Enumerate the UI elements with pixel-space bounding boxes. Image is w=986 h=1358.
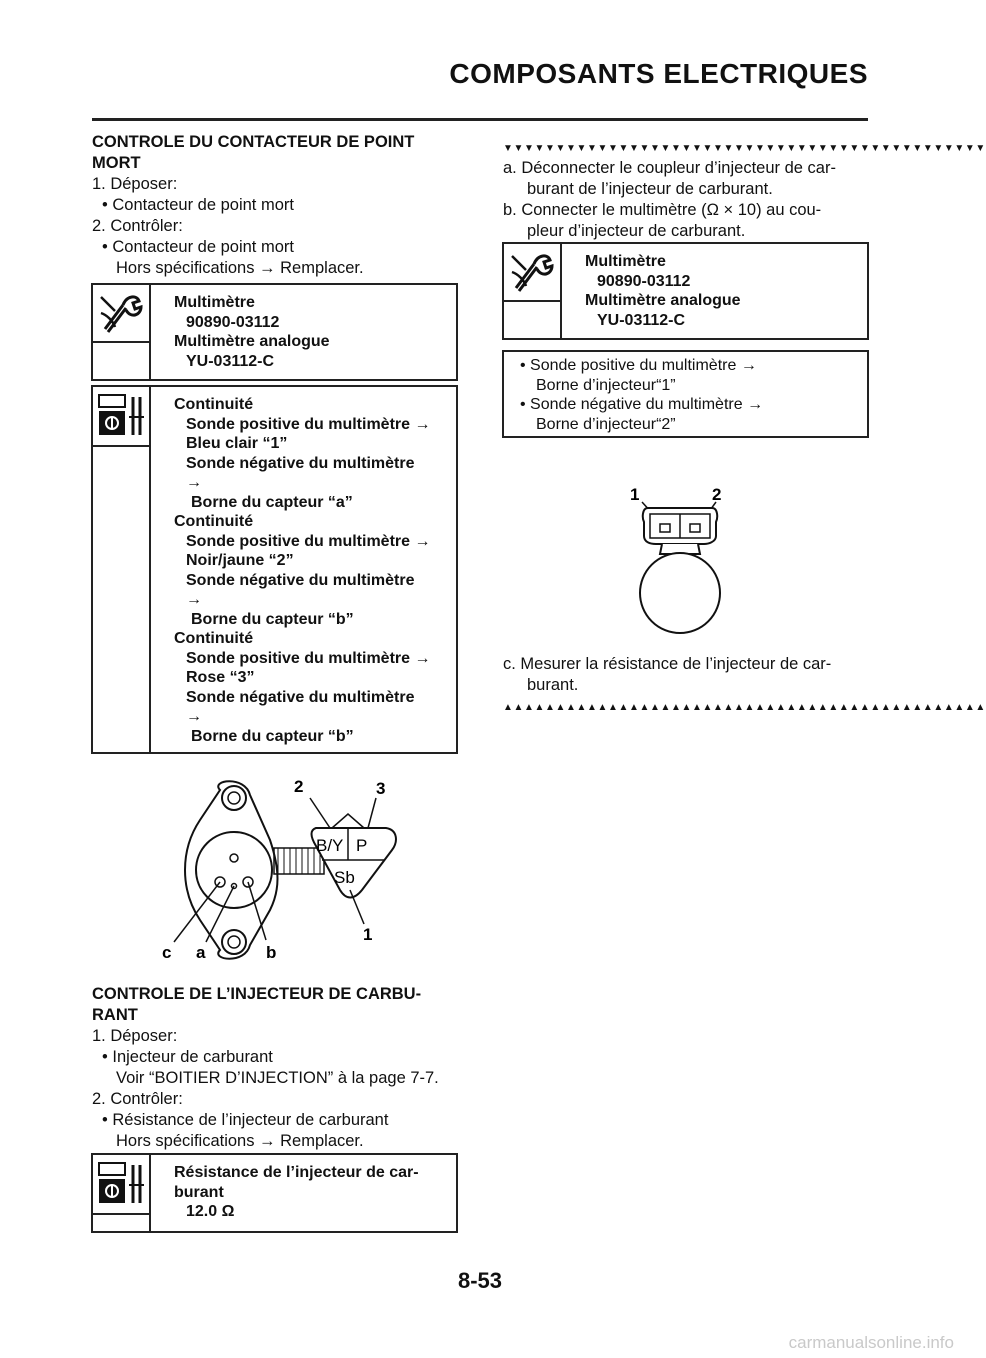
s1-step2-bullet: • Contacteur de point mort: [102, 238, 294, 256]
s1-step1: 1. Déposer:: [92, 175, 178, 193]
wire-label-p: P: [356, 836, 368, 855]
tool-icon-cell-2: [504, 244, 562, 302]
tool2-l2: 90890-03112: [597, 272, 691, 290]
section2-title-line2: RANT: [92, 1006, 138, 1024]
probe-box: [502, 350, 869, 438]
tool1-l2: 90890-03112: [186, 313, 280, 331]
s1-step2: 2. Contrôler:: [92, 217, 183, 235]
s2-step1-bullet: • Injecteur de carburant: [102, 1048, 273, 1066]
cont-a3: Bleu clair “1”: [186, 435, 288, 452]
s2-step2-spec: Hors spécifications → Remplacer.: [116, 1132, 364, 1150]
multimeter-tool-icon: [93, 285, 149, 341]
resistance-box-text: [174, 1163, 419, 1222]
tool-box-2-text: [585, 252, 741, 330]
tool1-l4: YU-03112-C: [186, 352, 275, 370]
res-l1: Résistance de l’injecteur de car-: [174, 1164, 419, 1181]
callout-3: 3: [376, 779, 386, 798]
cont-b6: Borne du capteur “b”: [191, 610, 354, 628]
step-c: [503, 654, 871, 696]
page-number: 8-53: [457, 1268, 503, 1293]
tool1-l3: Multimètre analogue: [174, 333, 330, 350]
continuity-box-divider: [149, 445, 151, 752]
res-icon-cell: [93, 1155, 151, 1215]
step-a-line2: burant de l’injecteur de carburant.: [527, 180, 773, 198]
ohmmeter-spec-icon: [93, 1155, 149, 1213]
callout-1: 1: [363, 925, 373, 944]
cont-c6: Borne du capteur “b”: [191, 727, 354, 745]
section1-title-line2: MORT: [92, 154, 141, 172]
cont-b2: Sonde positive du multimètre →: [186, 532, 431, 550]
cont-b1: Continuité: [174, 513, 254, 530]
tool2-l4: YU-03112-C: [597, 311, 686, 329]
cont-b5: →: [186, 591, 202, 608]
step-c-line1: c. Mesurer la résistance de l’injecteur de car-: [503, 655, 832, 673]
cont-a6: Borne du capteur “a”: [191, 493, 353, 511]
callout-b: b: [266, 943, 277, 962]
s1-step1-bullet: • Contacteur de point mort: [102, 196, 294, 214]
tool-box-1-text: [174, 293, 330, 371]
cont-c3: Rose “3”: [186, 669, 255, 686]
callout-c: c: [162, 943, 172, 962]
tool-icon-cell: [93, 285, 151, 343]
tool2-l1: Multimètre: [585, 253, 666, 270]
injector-figure: [620, 478, 740, 638]
res-l3: 12.0 Ω: [186, 1203, 235, 1220]
left-column: [92, 132, 462, 279]
wire-label-by: B/Y: [316, 836, 344, 855]
ohmmeter-spec-icon: [93, 387, 149, 445]
right-column: [503, 158, 871, 242]
tool1-l1: Multimètre: [174, 294, 255, 311]
page-header-title: COMPOSANTS ELECTRIQUES: [449, 58, 868, 89]
tool-box-1-divider: [149, 341, 151, 379]
step-c-line2: burant.: [527, 676, 579, 694]
cont-c1: Continuité: [174, 630, 254, 647]
s2-step1: 1. Déposer:: [92, 1027, 178, 1045]
section2-title-line1: CONTROLE DE L’INJECTEUR DE CARBU-: [92, 985, 422, 1003]
continuity-box: [91, 385, 458, 754]
s2-step1-ref: Voir “BOITIER D’INJECTION” à la page 7-7.: [116, 1069, 439, 1087]
tool2-l3: Multimètre analogue: [585, 292, 741, 309]
callout-a: a: [196, 943, 206, 962]
s2-step2: 2. Contrôler:: [92, 1090, 183, 1108]
cont-a5: →: [186, 474, 202, 491]
procedure-start-marker: ▼▼▼▼▼▼▼▼▼▼▼▼▼▼▼▼▼▼▼▼▼▼▼▼▼▼▼▼▼▼▼▼▼▼▼▼▼▼▼▼▼▼▼▼▼▼: [503, 143, 986, 154]
probe-l4: Borne d’injecteur“2”: [536, 415, 676, 433]
tool-box-2-divider: [560, 300, 562, 338]
section2-text: [92, 984, 467, 1152]
wire-label-sb: Sb: [334, 868, 355, 887]
injector-callout-1: 1: [630, 485, 640, 504]
res-l2: burant: [174, 1183, 224, 1201]
cont-b3: Noir/jaune “2”: [186, 552, 294, 569]
probe-l1: • Sonde positive du multimètre →: [520, 357, 757, 374]
cont-a2: Sonde positive du multimètre →: [186, 415, 431, 433]
probe-l2: Borne d’injecteur“1”: [536, 376, 676, 394]
cont-c2: Sonde positive du multimètre →: [186, 649, 431, 667]
section1-title-line1: CONTROLE DU CONTACTEUR DE POINT: [92, 133, 415, 151]
injector-callout-2: 2: [712, 485, 722, 504]
s2-step2-bullet: • Résistance de l’injecteur de carburant: [102, 1111, 389, 1129]
neutral-switch-figure: [150, 770, 450, 970]
cont-a1: Continuité: [174, 396, 254, 413]
res-box-divider: [149, 1213, 151, 1231]
continuity-box-text: [174, 395, 430, 746]
probe-l3: • Sonde négative du multimètre →: [520, 396, 764, 413]
step-a-line1: a. Déconnecter le coupleur d’injecteur de car-: [503, 159, 836, 177]
step-b-line2: pleur d’injecteur de carburant.: [527, 222, 746, 240]
resistance-box: [91, 1153, 458, 1233]
step-b-line1: b. Connecter le multimètre (Ω × 10) au cou-: [503, 201, 822, 219]
procedure-end-marker: ▲▲▲▲▲▲▲▲▲▲▲▲▲▲▲▲▲▲▲▲▲▲▲▲▲▲▲▲▲▲▲▲▲▲▲▲▲▲▲▲▲▲▲▲▲▲: [503, 702, 986, 713]
watermark: carmanualsonline.info: [788, 1333, 954, 1352]
tool-box-2: [502, 242, 869, 340]
cont-c5: →: [186, 708, 202, 725]
callout-2: 2: [294, 777, 304, 796]
spec-icon-cell: [93, 387, 151, 447]
s1-step2-spec: Hors spécifications → Remplacer.: [116, 259, 364, 277]
multimeter-tool-icon: [504, 244, 560, 300]
tool-box-1: [91, 283, 458, 381]
header-rule: [92, 118, 868, 121]
cont-a4: Sonde négative du multimètre: [186, 454, 415, 472]
cont-c4: Sonde négative du multimètre: [186, 688, 415, 706]
cont-b4: Sonde négative du multimètre: [186, 571, 415, 589]
